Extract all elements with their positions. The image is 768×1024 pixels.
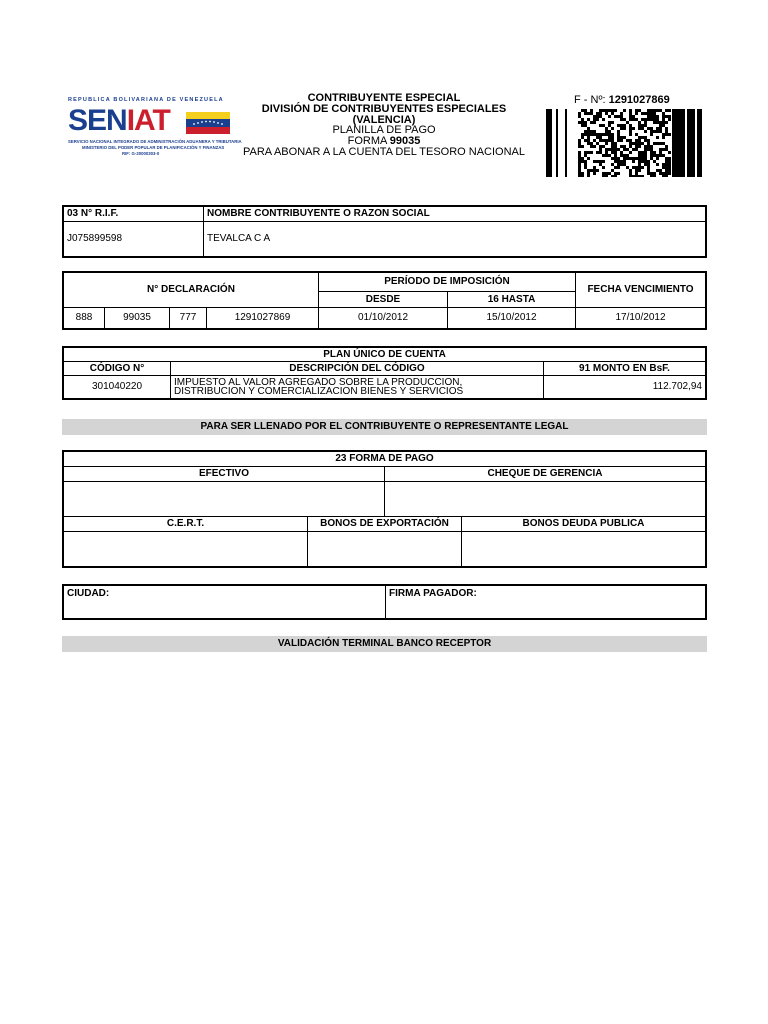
monto-value: 112.702,94	[544, 375, 707, 399]
monto-header: 91 MONTO EN BsF.	[544, 361, 707, 375]
bonos-deuda-field[interactable]	[461, 531, 706, 567]
rif-table	[62, 205, 707, 258]
form-number	[574, 94, 670, 106]
header-forma-label: FORMA	[347, 135, 390, 147]
logo-sub3: RIF: G-20000303-0	[122, 151, 160, 156]
form-number-label: F - Nº:	[574, 94, 609, 106]
declaracion-v1: 888	[63, 307, 105, 329]
bonos-exportacion-field[interactable]	[308, 531, 462, 567]
barcode-icon	[546, 109, 702, 177]
declaracion-v4: 1291027869	[207, 307, 319, 329]
declaracion-table	[62, 271, 707, 330]
plan-title: PLAN ÚNICO DE CUENTA	[63, 347, 706, 361]
hasta-value: 15/10/2012	[448, 307, 576, 329]
header-division: DIVISIÓN DE CONTRIBUYENTES ESPECIALES	[261, 103, 507, 115]
descripcion-line2: DISTRIBUCION Y COMERCIALIZACION BIENES Y SERVICIOS	[174, 385, 464, 397]
nombre-value: TEVALCA C A	[204, 221, 707, 257]
forma-pago-table	[62, 450, 707, 568]
rif-value: J075899598	[63, 221, 204, 257]
logo-wordmark-left: SEN	[68, 104, 127, 137]
logo-sub1: SERVICIO NACIONAL INTEGRADO DE ADMINISTRACIÓN ADUANERA Y TRIBUTARIA	[68, 139, 242, 144]
efectivo-header: EFECTIVO	[63, 466, 384, 481]
header-forma-value: 99035	[389, 135, 421, 147]
header-planilla: PLANILLA DE PAGO	[332, 124, 436, 136]
hasta-header: 16 HASTA	[448, 291, 576, 307]
logo-wordmark-right: IAT	[126, 104, 170, 137]
logo-sub2: MINISTERIO DEL PODER POPULAR DE PLANIFICACIÓN Y FINANZAS	[82, 145, 225, 150]
descripcion-line1: IMPUESTO AL VALOR AGREGADO SOBRE LA PRODUCCION,	[174, 376, 463, 388]
desde-header: DESDE	[319, 291, 448, 307]
logo-top-text: REPUBLICA BOLIVARIANA DE VENEZUELA	[68, 97, 224, 103]
descripcion-header: DESCRIPCIÓN DEL CÓDIGO	[171, 361, 544, 375]
header-city: (VALENCIA)	[352, 114, 416, 126]
declaracion-v3: 777	[170, 307, 207, 329]
vencimiento-header: FECHA VENCIMIENTO	[576, 272, 707, 307]
cert-field[interactable]	[63, 531, 308, 567]
logo-wordmark	[68, 104, 170, 138]
descripcion-value	[171, 375, 544, 399]
header-title: CONTRIBUYENTE ESPECIAL	[307, 92, 461, 104]
cheque-field[interactable]	[384, 481, 706, 516]
nombre-header: NOMBRE CONTRIBUYENTE O RAZON SOCIAL	[204, 206, 707, 221]
contribuyente-section-bar: PARA SER LLENADO POR EL CONTRIBUYENTE O REPRESENTANTE LEGAL	[62, 419, 707, 435]
codigo-header: CÓDIGO N°	[63, 361, 171, 375]
vencimiento-value: 17/10/2012	[576, 307, 707, 329]
bonos-deuda-header: BONOS DEUDA PUBLICA	[461, 516, 706, 531]
header-abonar: PARA ABONAR A LA CUENTA DEL TESORO NACIONAL	[242, 146, 526, 158]
plan-cuenta-table	[62, 346, 707, 400]
validacion-section-bar: VALIDACIÓN TERMINAL BANCO RECEPTOR	[62, 636, 707, 652]
cert-header: C.E.R.T.	[63, 516, 308, 531]
declaracion-v2: 99035	[105, 307, 170, 329]
bonos-exportacion-header: BONOS DE EXPORTACIÓN	[308, 516, 462, 531]
firma-table	[62, 584, 707, 620]
periodo-header: PERÍODO DE IMPOSICIÓN	[319, 272, 576, 291]
cheque-header: CHEQUE DE GERENCIA	[384, 466, 706, 481]
efectivo-field[interactable]	[63, 481, 384, 516]
desde-value: 01/10/2012	[319, 307, 448, 329]
rif-header: 03 N° R.I.F.	[63, 206, 204, 221]
form-number-value: 1291027869	[608, 94, 670, 106]
forma-pago-title: 23 FORMA DE PAGO	[63, 451, 706, 466]
codigo-value: 301040220	[63, 375, 171, 399]
declaracion-header: N° DECLARACIÓN	[63, 272, 319, 307]
firma-pagador-field[interactable]: FIRMA PAGADOR:	[386, 585, 707, 619]
ciudad-field[interactable]: CIUDAD:	[63, 585, 386, 619]
